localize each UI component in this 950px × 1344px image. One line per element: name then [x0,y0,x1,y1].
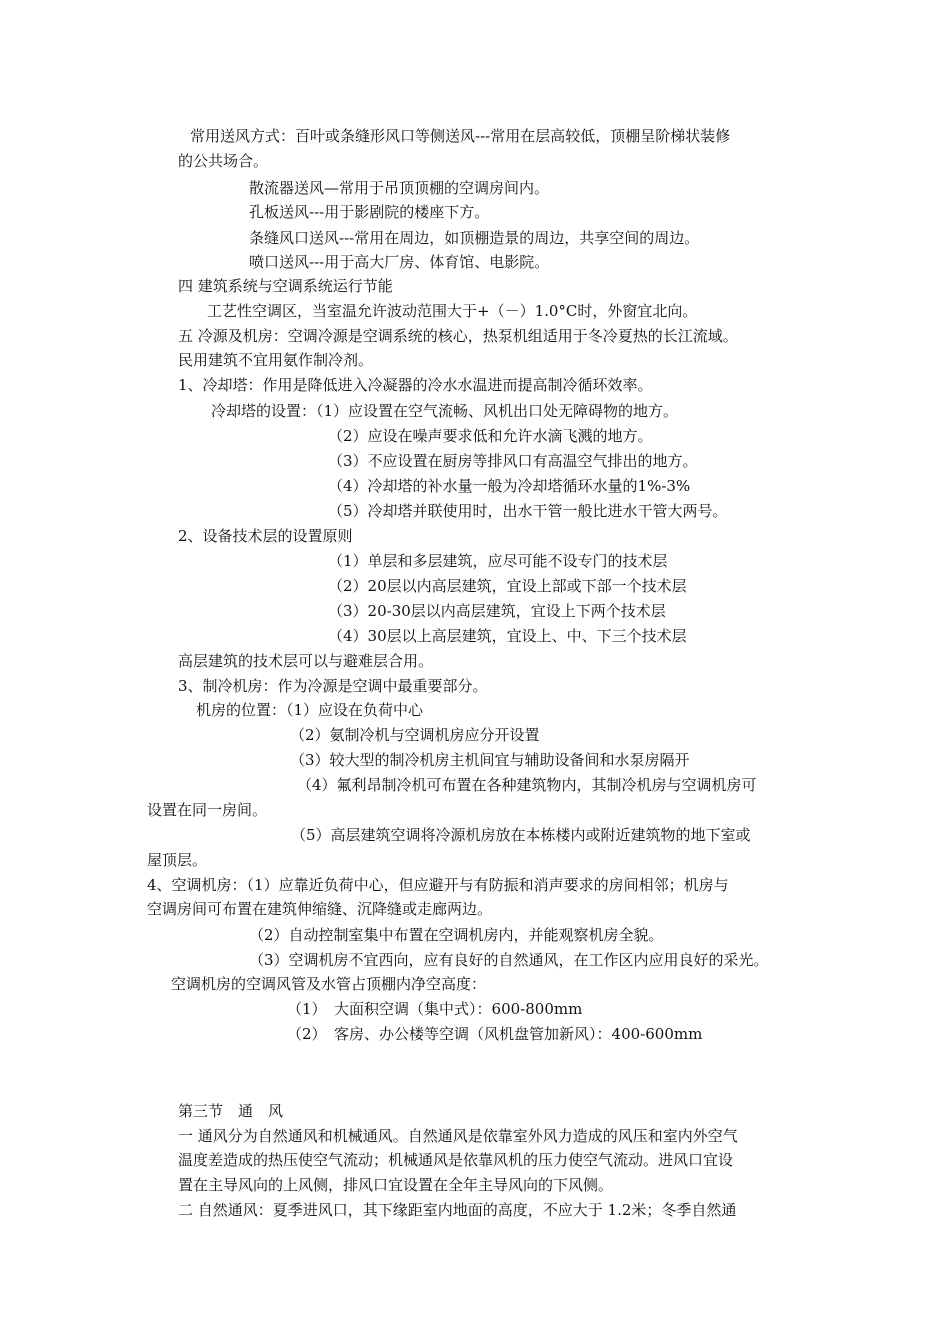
list-item: （1）单层和多层建筑，应尽可能不设专门的技术层 [328,552,668,570]
text-line: 的公共场合。 [178,152,269,170]
text-line: 屋顶层。 [147,851,208,869]
list-item: （3）较大型的制冷机房主机间宜与辅助设备间和水泵房隔开 [290,751,690,769]
text-line: 孔板送风---用于影剧院的楼座下方。 [249,203,490,221]
list-item: （5）高层建筑空调将冷源机房放在本栋楼内或附近建筑物的地下室或 [291,826,751,844]
text-line: 常用送风方式：百叶或条缝形风口等侧送风---常用在层高较低，顶棚呈阶梯状装修 [190,127,731,145]
list-item: （3）不应设置在厨房等排风口有高温空气排出的地方。 [328,452,698,470]
list-item: （4）氟利昂制冷机可布置在各种建筑物内，其制冷机房与空调机房可 [297,776,757,794]
section-heading: 五 冷源及机房：空调冷源是空调系统的核心，热泵机组适用于冬冷夏热的长江流域。 [178,327,738,345]
text-line: 温度差造成的热压使空气流动；机械通风是依靠风机的压力使空气流动。进风口宜设 [178,1151,734,1169]
list-item: （4）冷却塔的补水量一般为冷却塔循环水量的1%-3% [328,477,691,495]
text-line: 空调机房的空调风管及水管占顶棚内净空高度： [171,975,487,993]
text-line: 4、空调机房：（1）应靠近负荷中心，但应避开与有防振和消声要求的房间相邻；机房与 [147,876,729,894]
list-item: （1） 大面积空调（集中式）：600-800mm [287,1000,583,1018]
text-line: 高层建筑的技术层可以与避难层合用。 [178,652,434,670]
text-line: 散流器送风—常用于吊顶顶棚的空调房间内。 [249,179,550,197]
text-line: 冷却塔的设置：（1）应设置在空气流畅、风机出口处无障碍物的地方。 [211,402,679,420]
text-line: 喷口送风---用于高大厂房、体育馆、电影院。 [249,253,550,271]
text-line: 一 通风分为自然通风和机械通风。自然通风是依靠室外风力造成的风压和室内外空气 [178,1127,738,1145]
list-item: （2）应设在噪声要求低和允许水滴飞溅的地方。 [328,427,653,445]
list-item: （2）自动控制室集中布置在空调机房内，并能观察机房全貌。 [249,926,664,944]
text-line: 条缝风口送风---常用在周边，如顶棚造景的周边，共享空间的周边。 [249,229,700,247]
text-line: 1、冷却塔：作用是降低进入冷凝器的冷水水温进而提高制冷循环效率。 [178,376,653,394]
list-item: （3）20-30层以内高层建筑，宜设上下两个技术层 [328,602,666,620]
text-line: 机房的位置：（1）应设在负荷中心 [196,701,424,719]
list-item: （2）20层以内高层建筑，宜设上部或下部一个技术层 [328,577,687,595]
list-item: （5）冷却塔并联使用时，出水干管一般比进水干管大两号。 [328,502,728,520]
section-title: 第三节 通 风 [178,1102,284,1120]
text-line: 3、制冷机房：作为冷源是空调中最重要部分。 [178,677,488,695]
text-line: 设置在同一房间。 [147,801,268,819]
text-line: 二 自然通风：夏季进风口，其下缘距室内地面的高度，不应大于 1.2米；冬季自然通 [178,1201,737,1219]
list-item: （2） 客房、办公楼等空调（风机盘管加新风）：400-600mm [287,1025,703,1043]
text-line: 空调房间可布置在建筑伸缩缝、沉降缝或走廊两边。 [147,900,493,918]
text-line: 2、设备技术层的设置原则 [178,527,353,545]
section-heading: 四 建筑系统与空调系统运行节能 [178,277,393,295]
text-line: 置在主导风向的上风侧，排风口宜设置在全年主导风向的下风侧。 [178,1176,614,1194]
list-item: （2）氨制冷机与空调机房应分开设置 [290,726,540,744]
text-line: 民用建筑不宜用氨作制冷剂。 [178,351,374,369]
list-item: （3）空调机房不宜西向，应有良好的自然通风，在工作区内应用良好的采光。 [249,951,769,969]
list-item: （4）30层以上高层建筑，宜设上、中、下三个技术层 [328,627,687,645]
text-line: 工艺性空调区，当室温允许波动范围大于+（－）1.0°C时，外窗宜北向。 [207,302,698,320]
